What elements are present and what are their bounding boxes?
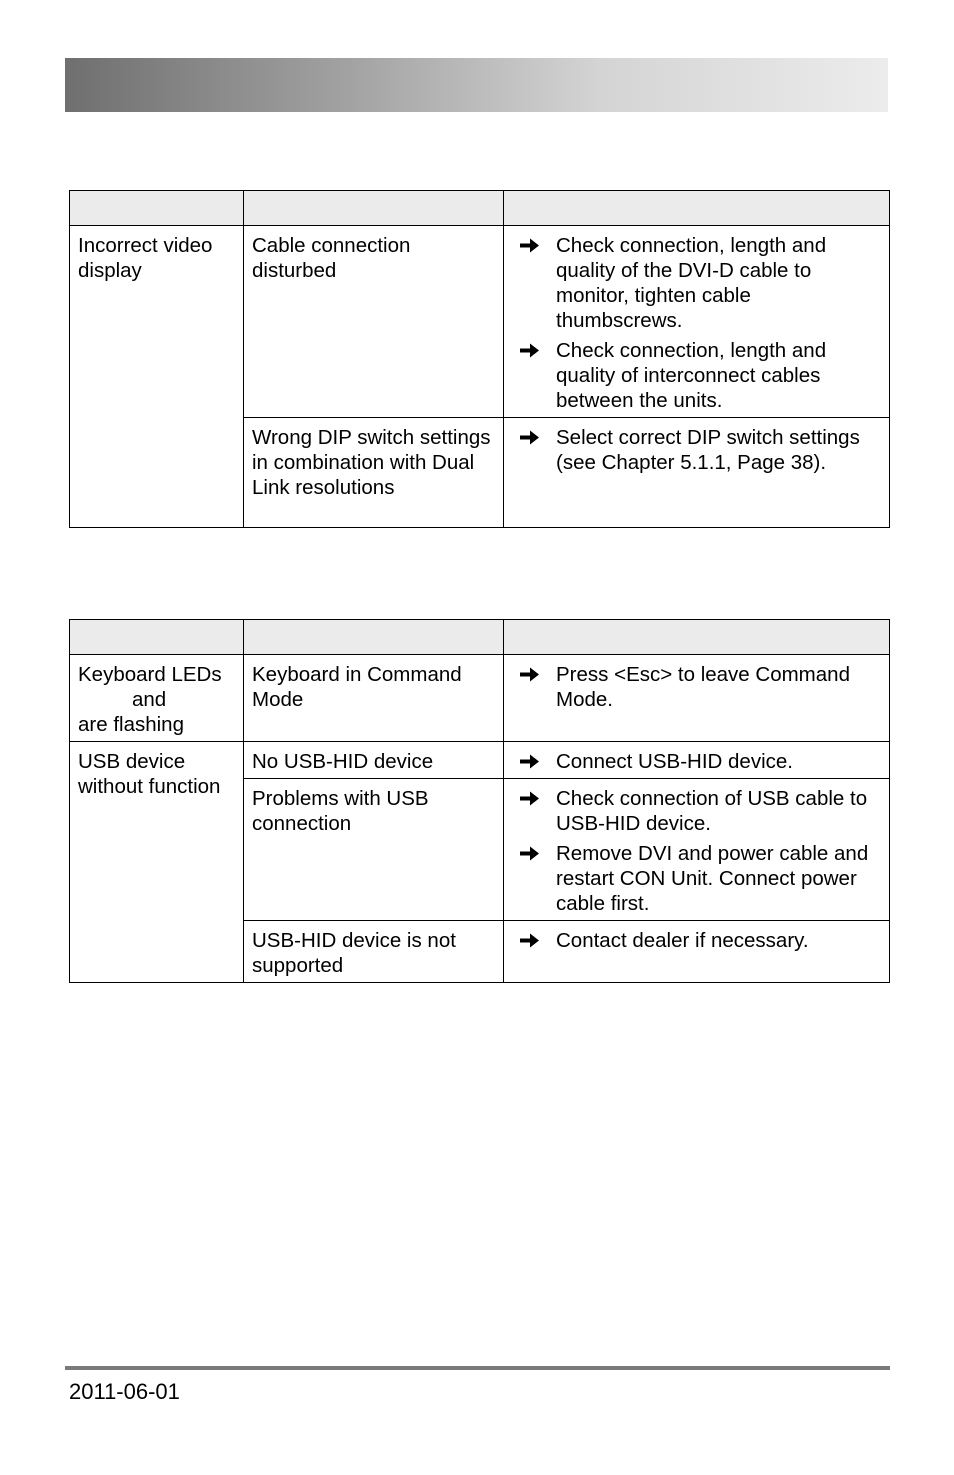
cause-cell: No USB-HID device [244,742,504,779]
footer-rule [65,1366,890,1370]
arrow-right-icon [518,749,542,774]
cause-cell: USB-HID device is not supported [244,921,504,983]
solution-item: Check connection, length and quality of the DVI-D cable to monitor, tighten cable thumbscrews. [512,233,881,333]
solution-cell [504,921,890,983]
solution-item: Select correct DIP switch settings (see Chapter 5.1.1, Page 38). [512,425,881,475]
troubleshooting-table-video [69,190,890,528]
arrow-right-icon [518,425,542,450]
solution-cell [504,226,890,418]
table-row [70,742,890,779]
header-cell-solution [504,191,890,226]
table-row [70,226,890,418]
problem-cell: USB device without function [70,742,244,983]
table-header-row [70,191,890,226]
header-cell-cause [244,191,504,226]
arrow-right-icon [518,841,542,866]
solution-cell [504,655,890,742]
cause-cell: Wrong DIP switch settings in combination with Dual Link resolutions [244,418,504,528]
arrow-right-icon [518,233,542,258]
cause-cell: Cable connection disturbed [244,226,504,418]
footer-date: 2011-06-01 [69,1379,180,1404]
arrow-right-icon [518,928,542,953]
problem-cell: Incorrect video display [70,226,244,528]
troubleshooting-table-keyboard-usb [69,619,890,983]
arrow-right-icon [518,662,542,687]
solution-item: Remove DVI and power cable and restart CON Unit. Connect power cable first. [512,841,881,916]
solution-cell [504,742,890,779]
header-cell-problem [70,620,244,655]
problem-cell: Keyboard LEDs and are flashing [70,655,244,742]
solution-item: Contact dealer if necessary. [512,928,881,953]
table-header-row [70,620,890,655]
cause-cell: Problems with USB connection [244,779,504,921]
solution-item: Press <Esc> to leave Command Mode. [512,662,881,712]
solution-cell [504,779,890,921]
header-cell-solution [504,620,890,655]
table-row [70,655,890,742]
solution-cell [504,418,890,528]
solution-item: Check connection of USB cable to USB-HID device. [512,786,881,836]
solution-item: Connect USB-HID device. [512,749,881,774]
cause-cell: Keyboard in Command Mode [244,655,504,742]
chapter-header-bar [65,58,888,112]
header-cell-cause [244,620,504,655]
solution-item: Check connection, length and quality of interconnect cables between the units. [512,338,881,413]
arrow-right-icon [518,338,542,363]
header-cell-problem [70,191,244,226]
arrow-right-icon [518,786,542,811]
